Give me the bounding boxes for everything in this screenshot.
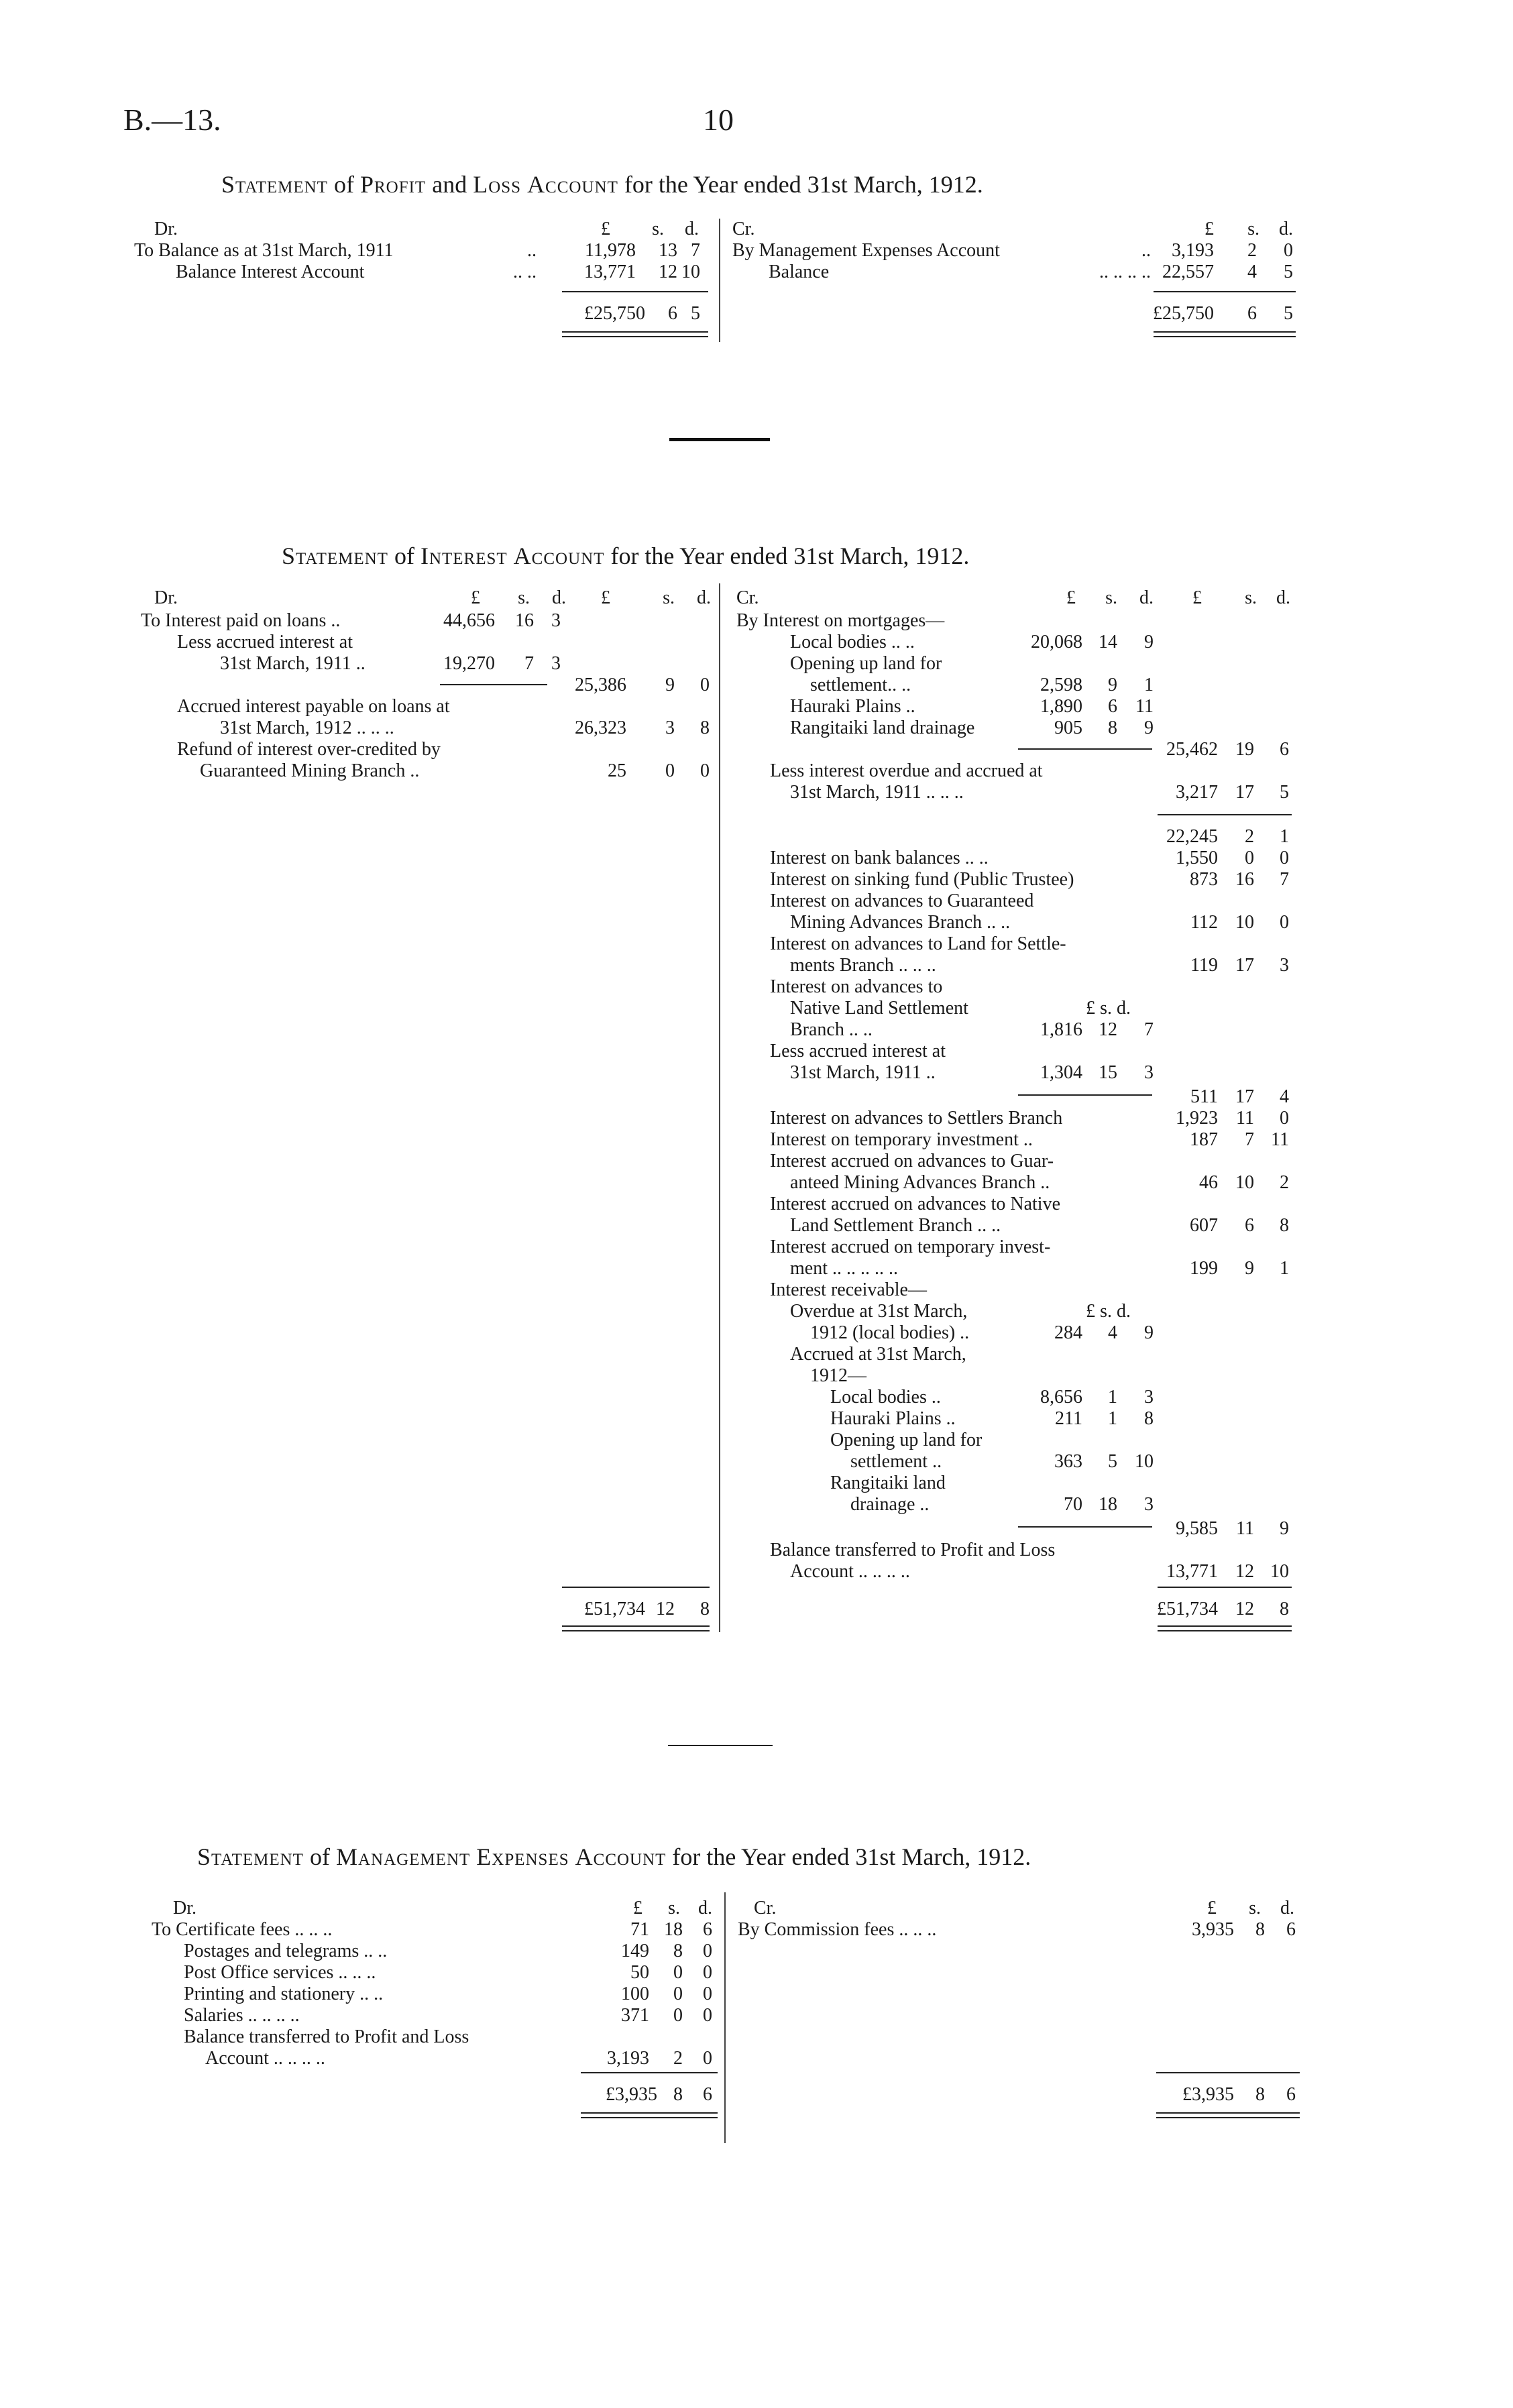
outer-amount-pence: 10 (1270, 1561, 1289, 1582)
inner-amount-pence: 3 (1144, 1387, 1154, 1408)
inner-column-heading: £ s. d. (1086, 1301, 1131, 1322)
outer-amount-pence: 2 (1280, 1172, 1289, 1193)
outer-amount-pounds: 3,217 (1176, 782, 1218, 803)
debit-total-pounds: £25,750 (584, 303, 645, 324)
entry-text: Post Office services .. .. .. (184, 1962, 376, 1983)
management-expenses-title: Statement of Management Expenses Account for the Year ended 31st March, 1912. (197, 1843, 1031, 1870)
inner-amount-pounds: 1,304 (1040, 1062, 1082, 1083)
outer-amount-pence: 0 (700, 675, 710, 695)
debit-total-shillings: 8 (673, 2084, 683, 2105)
entry-text: Less accrued interest at (177, 632, 353, 652)
inner-pound-heading: £ (1066, 587, 1076, 608)
entry-text: 1912 (local bodies) .. (810, 1322, 970, 1343)
entry-text: Branch .. .. (790, 1019, 873, 1040)
inner-amount-pounds: 2,598 (1040, 675, 1082, 695)
pence-heading: d. (1279, 219, 1293, 239)
entry-text: 31st March, 1911 .. (790, 1062, 936, 1083)
debit-subtotal-rule (562, 291, 708, 292)
debit-amount-pence: 0 (703, 2005, 712, 2026)
inner-amount-pounds: 284 (1054, 1322, 1082, 1343)
debit-total-double-rule (562, 1625, 710, 1631)
outer-amount-shillings: 11 (1236, 1518, 1254, 1539)
debit-total-pence: 8 (700, 1599, 710, 1619)
outer-amount-shillings: 11 (1236, 1108, 1254, 1129)
outer-amount-pounds: 22,245 (1166, 826, 1218, 847)
debit-row-pence: 10 (681, 262, 700, 282)
debit-amount-shillings: 18 (664, 1919, 683, 1940)
credit-total-shillings: 8 (1255, 2084, 1265, 2105)
inner-amount-pence: 1 (1144, 675, 1154, 695)
pound-heading: £ (1207, 1898, 1217, 1918)
inner-amount-pounds: 905 (1054, 718, 1082, 738)
outer-amount-pence: 1 (1280, 826, 1289, 847)
entry-text: 31st March, 1911 .. (220, 653, 366, 674)
credit-row-pounds: 22,557 (1162, 262, 1214, 282)
outer-amount-shillings: 3 (665, 718, 675, 738)
entry-text: By Commission fees .. .. .. (738, 1919, 937, 1940)
document-reference: B.—13. (123, 103, 221, 137)
inner-amount-pounds: 211 (1055, 1408, 1082, 1429)
inner-amount-pence: 7 (1144, 1019, 1154, 1040)
debit-row-label: To Balance as at 31st March, 1911 (134, 240, 394, 261)
outer-amount-pounds: 25,462 (1166, 739, 1218, 760)
entry-text: Less accrued interest at (770, 1041, 946, 1062)
credit-row-label: By Management Expenses Account (732, 240, 1000, 261)
outer-amount-shillings: 10 (1235, 1172, 1254, 1193)
credit-amount-pounds: 3,935 (1192, 1919, 1234, 1940)
pound-heading: £ (1204, 219, 1214, 239)
entry-text: Interest accrued on advances to Guar- (770, 1151, 1054, 1171)
entry-text: By Interest on mortgages— (736, 610, 945, 631)
debit-amount-shillings: 0 (673, 1984, 683, 2004)
entry-text: Balance transferred to Profit and Loss (770, 1540, 1056, 1560)
credit-subtotal-rule (1018, 748, 1152, 750)
credit-row-pence: 0 (1284, 240, 1293, 261)
leader: .. .. .. .. (1099, 262, 1151, 282)
outer-amount-pounds: 1,550 (1176, 848, 1218, 868)
outer-amount-pence: 8 (700, 718, 710, 738)
credit-total-pounds: £51,734 (1157, 1599, 1218, 1619)
outer-amount-shillings: 2 (1245, 826, 1254, 847)
inner-amount-pence: 11 (1135, 696, 1154, 717)
inner-column-heading: £ s. d. (1086, 998, 1131, 1019)
shillings-heading: s. (652, 219, 664, 239)
outer-amount-pounds: 119 (1190, 955, 1218, 976)
outer-amount-shillings: 9 (665, 675, 675, 695)
credit-total-double-rule (1156, 2112, 1300, 2118)
debit-total-rule (581, 2072, 718, 2073)
inner-amount-pence: 10 (1135, 1451, 1154, 1472)
inner-shillings-heading: s. (518, 587, 530, 608)
inner-amount-shillings: 9 (1108, 675, 1117, 695)
entry-text: Hauraki Plains .. (790, 696, 915, 717)
inner-amount-pounds: 1,890 (1040, 696, 1082, 717)
profit-loss-divider (719, 219, 720, 342)
outer-amount-shillings: 16 (1235, 869, 1254, 890)
entry-text: Guaranteed Mining Branch .. (200, 760, 420, 781)
credit-subtotal-rule (1018, 1094, 1152, 1096)
debit-total-pounds: £3,935 (606, 2084, 657, 2105)
inner-amount-pence: 3 (1144, 1062, 1154, 1083)
outer-amount-shillings: 0 (665, 760, 675, 781)
outer-amount-pence: 4 (1280, 1086, 1289, 1107)
inner-amount-pounds: 1,816 (1040, 1019, 1082, 1040)
entry-text: Rangitaiki land (830, 1473, 946, 1493)
entry-text: Interest accrued on advances to Native (770, 1194, 1061, 1214)
interest-account-title: Statement of Interest Account for the Year ended 31st March, 1912. (282, 542, 970, 569)
inner-pence-heading: d. (1139, 587, 1154, 608)
debit-amount-pence: 0 (703, 1962, 712, 1983)
outer-amount-shillings: 7 (1245, 1129, 1254, 1150)
outer-amount-pounds: 25 (608, 760, 626, 781)
entry-text: Account .. .. .. .. (205, 2048, 325, 2069)
outer-amount-pence: 9 (1280, 1518, 1289, 1539)
shillings-heading: s. (1249, 1898, 1261, 1918)
outer-amount-pounds: 13,771 (1166, 1561, 1218, 1582)
outer-amount-pounds: 112 (1190, 912, 1218, 933)
credit-heading: Cr. (732, 219, 755, 239)
debit-total-rule (562, 1587, 710, 1588)
leader: .. (1141, 240, 1151, 261)
outer-amount-pounds: 187 (1190, 1129, 1218, 1150)
management-expenses-divider (724, 1892, 726, 2143)
credit-row-pence: 5 (1284, 262, 1293, 282)
outer-amount-pounds: 873 (1190, 869, 1218, 890)
outer-amount-pence: 11 (1271, 1129, 1289, 1150)
credit-total-shillings: 6 (1247, 303, 1257, 324)
debit-total-double-rule (581, 2112, 718, 2118)
entry-text: Opening up land for (790, 653, 942, 674)
entry-text: Interest on advances to Land for Settle- (770, 933, 1066, 954)
outer-amount-pounds: 511 (1190, 1086, 1218, 1107)
outer-amount-pounds: 9,585 (1176, 1518, 1218, 1539)
credit-total-pence: 8 (1280, 1599, 1289, 1619)
outer-pound-heading: £ (601, 587, 610, 608)
inner-shillings-heading: s. (1105, 587, 1117, 608)
outer-amount-shillings: 12 (1235, 1561, 1254, 1582)
entry-text: 31st March, 1911 .. .. .. (790, 782, 964, 803)
outer-amount-pounds: 199 (1190, 1258, 1218, 1279)
entry-text: Balance transferred to Profit and Loss (184, 2026, 469, 2047)
credit-total-double-rule (1154, 331, 1296, 337)
inner-amount-pence: 3 (1144, 1494, 1154, 1515)
credit-total-pence: 6 (1286, 2084, 1296, 2105)
entry-text: Local bodies .. (830, 1387, 941, 1408)
debit-subtotal-rule (440, 684, 547, 685)
debit-total-double-rule (562, 331, 708, 337)
credit-total-pounds: £25,750 (1153, 303, 1214, 324)
outer-amount-pence: 0 (1280, 912, 1289, 933)
shillings-heading: s. (1247, 219, 1259, 239)
outer-pound-heading: £ (1192, 587, 1202, 608)
entry-text: Interest receivable— (770, 1279, 927, 1300)
outer-amount-shillings: 0 (1245, 848, 1254, 868)
credit-subtotal-rule (1158, 814, 1292, 815)
entry-text: Interest on advances to Settlers Branch (770, 1108, 1063, 1129)
credit-row-shillings: 4 (1247, 262, 1257, 282)
debit-amount-pounds: 100 (621, 1984, 649, 2004)
outer-amount-pounds: 607 (1190, 1215, 1218, 1236)
inner-amount-shillings: 5 (1108, 1451, 1117, 1472)
entry-text: Less interest overdue and accrued at (770, 760, 1043, 781)
debit-amount-shillings: 8 (673, 1941, 683, 1961)
inner-amount-pence: 9 (1144, 718, 1154, 738)
debit-row-pounds: 13,771 (584, 262, 636, 282)
inner-amount-shillings: 18 (1099, 1494, 1117, 1515)
entry-text: Land Settlement Branch .. .. (790, 1215, 1001, 1236)
inner-amount-pounds: 8,656 (1040, 1387, 1082, 1408)
entry-text: settlement.. .. (810, 675, 911, 695)
credit-amount-shillings: 8 (1255, 1919, 1265, 1940)
entry-text: 1912— (810, 1365, 866, 1386)
inner-amount-shillings: 16 (515, 610, 534, 631)
entry-text: anteed Mining Advances Branch .. (790, 1172, 1050, 1193)
entry-text: Rangitaiki land drainage (790, 718, 975, 738)
shillings-heading: s. (668, 1898, 680, 1918)
inner-amount-pounds: 20,068 (1031, 632, 1082, 652)
outer-amount-pence: 0 (700, 760, 710, 781)
pound-heading: £ (633, 1898, 642, 1918)
outer-amount-pence: 1 (1280, 1258, 1289, 1279)
outer-pence-heading: d. (697, 587, 711, 608)
outer-amount-pence: 6 (1280, 739, 1289, 760)
credit-total-pence: 5 (1284, 303, 1293, 324)
outer-shillings-heading: s. (1245, 587, 1257, 608)
debit-amount-shillings: 2 (673, 2048, 683, 2069)
entry-text: drainage .. (850, 1494, 930, 1515)
entry-text: ment .. .. .. .. .. (790, 1258, 898, 1279)
outer-pence-heading: d. (1276, 587, 1290, 608)
debit-amount-pence: 0 (703, 1941, 712, 1961)
inner-amount-shillings: 14 (1099, 632, 1117, 652)
debit-amount-pence: 0 (703, 2048, 712, 2069)
entry-text: Postages and telegrams .. .. (184, 1941, 388, 1961)
credit-total-shillings: 12 (1235, 1599, 1254, 1619)
credit-subtotal-rule (1154, 291, 1296, 292)
debit-amount-pounds: 371 (621, 2005, 649, 2026)
inner-amount-pence: 3 (551, 610, 561, 631)
entry-text: settlement .. (850, 1451, 942, 1472)
inner-amount-shillings: 1 (1108, 1387, 1117, 1408)
inner-amount-shillings: 6 (1108, 696, 1117, 717)
page-number: 10 (703, 103, 734, 137)
inner-pound-heading: £ (471, 587, 480, 608)
debit-total-pence: 5 (691, 303, 700, 324)
inner-amount-shillings: 1 (1108, 1408, 1117, 1429)
debit-amount-shillings: 0 (673, 1962, 683, 1983)
inner-amount-pounds: 44,656 (443, 610, 495, 631)
outer-amount-pence: 7 (1280, 869, 1289, 890)
outer-amount-pounds: 1,923 (1176, 1108, 1218, 1129)
entry-text: Printing and stationery .. .. (184, 1984, 384, 2004)
inner-amount-pounds: 19,270 (443, 653, 495, 674)
debit-row-pence: 7 (691, 240, 700, 261)
entry-text: Account .. .. .. .. (790, 1561, 910, 1582)
entry-text: Interest on advances to Guaranteed (770, 891, 1034, 911)
outer-amount-pence: 0 (1280, 848, 1289, 868)
debit-amount-pounds: 71 (630, 1919, 649, 1940)
credit-amount-pence: 6 (1286, 1919, 1296, 1940)
outer-amount-shillings: 17 (1235, 955, 1254, 976)
entry-text: 31st March, 1912 .. .. .. (220, 718, 394, 738)
credit-total-rule (1156, 2072, 1300, 2073)
debit-amount-pence: 0 (703, 1984, 712, 2004)
credit-heading: Cr. (736, 587, 759, 608)
entry-text: Local bodies .. .. (790, 632, 915, 652)
debit-row-shillings: 12 (659, 262, 677, 282)
entry-text: Accrued at 31st March, (790, 1344, 966, 1365)
debit-total-shillings: 12 (656, 1599, 675, 1619)
outer-shillings-heading: s. (663, 587, 675, 608)
inner-amount-shillings: 7 (524, 653, 534, 674)
outer-amount-shillings: 10 (1235, 912, 1254, 933)
outer-amount-shillings: 17 (1235, 1086, 1254, 1107)
pence-heading: d. (685, 219, 699, 239)
debit-heading: Dr. (154, 219, 178, 239)
outer-amount-pence: 0 (1280, 1108, 1289, 1129)
entry-text: Hauraki Plains .. (830, 1408, 956, 1429)
debit-total-shillings: 6 (668, 303, 677, 324)
inner-amount-pence: 8 (1144, 1408, 1154, 1429)
section-separator (668, 1745, 773, 1746)
inner-amount-pounds: 363 (1054, 1451, 1082, 1472)
profit-loss-title: Statement of Profit and Loss Account for the Year ended 31st March, 1912. (221, 171, 983, 198)
inner-amount-shillings: 15 (1099, 1062, 1117, 1083)
entry-text: Refund of interest over-credited by (177, 739, 441, 760)
debit-row-pounds: 11,978 (585, 240, 636, 261)
entry-text: Native Land Settlement (790, 998, 968, 1019)
entry-text: Mining Advances Branch .. .. (790, 912, 1011, 933)
debit-row-shillings: 13 (659, 240, 677, 261)
entry-text: To Interest paid on loans .. (141, 610, 341, 631)
entry-text: Interest on advances to (770, 976, 943, 997)
inner-amount-shillings: 12 (1099, 1019, 1117, 1040)
entry-text: Overdue at 31st March, (790, 1301, 968, 1322)
pence-heading: d. (698, 1898, 712, 1918)
inner-amount-shillings: 4 (1108, 1322, 1117, 1343)
outer-amount-pounds: 25,386 (575, 675, 626, 695)
inner-pence-heading: d. (552, 587, 566, 608)
outer-amount-pence: 8 (1280, 1215, 1289, 1236)
pence-heading: d. (1280, 1898, 1294, 1918)
outer-amount-shillings: 6 (1245, 1215, 1254, 1236)
debit-amount-pence: 6 (703, 1919, 712, 1940)
inner-amount-pence: 3 (551, 653, 561, 674)
credit-heading: Cr. (754, 1898, 777, 1918)
debit-heading: Dr. (173, 1898, 197, 1918)
credit-subtotal-rule (1018, 1526, 1152, 1528)
debit-amount-pounds: 3,193 (607, 2048, 649, 2069)
inner-amount-pence: 9 (1144, 632, 1154, 652)
entry-text: To Certificate fees .. .. .. (152, 1919, 333, 1940)
inner-amount-shillings: 8 (1108, 718, 1117, 738)
interest-account-divider (719, 583, 720, 1632)
debit-amount-shillings: 0 (673, 2005, 683, 2026)
entry-text: ments Branch .. .. .. (790, 955, 936, 976)
debit-total-pence: 6 (703, 2084, 712, 2105)
debit-heading: Dr. (154, 587, 178, 608)
inner-amount-pence: 9 (1144, 1322, 1154, 1343)
debit-amount-pounds: 149 (621, 1941, 649, 1961)
outer-amount-pounds: 26,323 (575, 718, 626, 738)
section-separator (669, 438, 770, 441)
entry-text: Salaries .. .. .. .. (184, 2005, 300, 2026)
debit-row-label: Balance Interest Account (176, 262, 365, 282)
credit-row-pounds: 3,193 (1172, 240, 1214, 261)
entry-text: Interest on bank balances .. .. (770, 848, 989, 868)
debit-total-pounds: £51,734 (584, 1599, 645, 1619)
credit-row-label: Balance (769, 262, 830, 282)
credit-row-shillings: 2 (1247, 240, 1257, 261)
pound-heading: £ (601, 219, 610, 239)
entry-text: Interest on temporary investment .. (770, 1129, 1033, 1150)
credit-total-pounds: £3,935 (1182, 2084, 1234, 2105)
outer-amount-shillings: 9 (1245, 1258, 1254, 1279)
outer-amount-shillings: 19 (1235, 739, 1254, 760)
inner-amount-pounds: 70 (1064, 1494, 1082, 1515)
entry-text: Opening up land for (830, 1430, 983, 1450)
credit-total-double-rule (1158, 1625, 1292, 1631)
debit-amount-pounds: 50 (630, 1962, 649, 1983)
leader: .. .. (513, 262, 537, 282)
outer-amount-pounds: 46 (1199, 1172, 1218, 1193)
outer-amount-pence: 5 (1280, 782, 1289, 803)
outer-amount-pence: 3 (1280, 955, 1289, 976)
entry-text: Accrued interest payable on loans at (177, 696, 450, 717)
entry-text: Interest accrued on temporary invest- (770, 1237, 1051, 1257)
entry-text: Interest on sinking fund (Public Trustee) (770, 869, 1074, 890)
credit-total-rule (1158, 1587, 1292, 1588)
leader: .. (527, 240, 537, 261)
outer-amount-shillings: 17 (1235, 782, 1254, 803)
